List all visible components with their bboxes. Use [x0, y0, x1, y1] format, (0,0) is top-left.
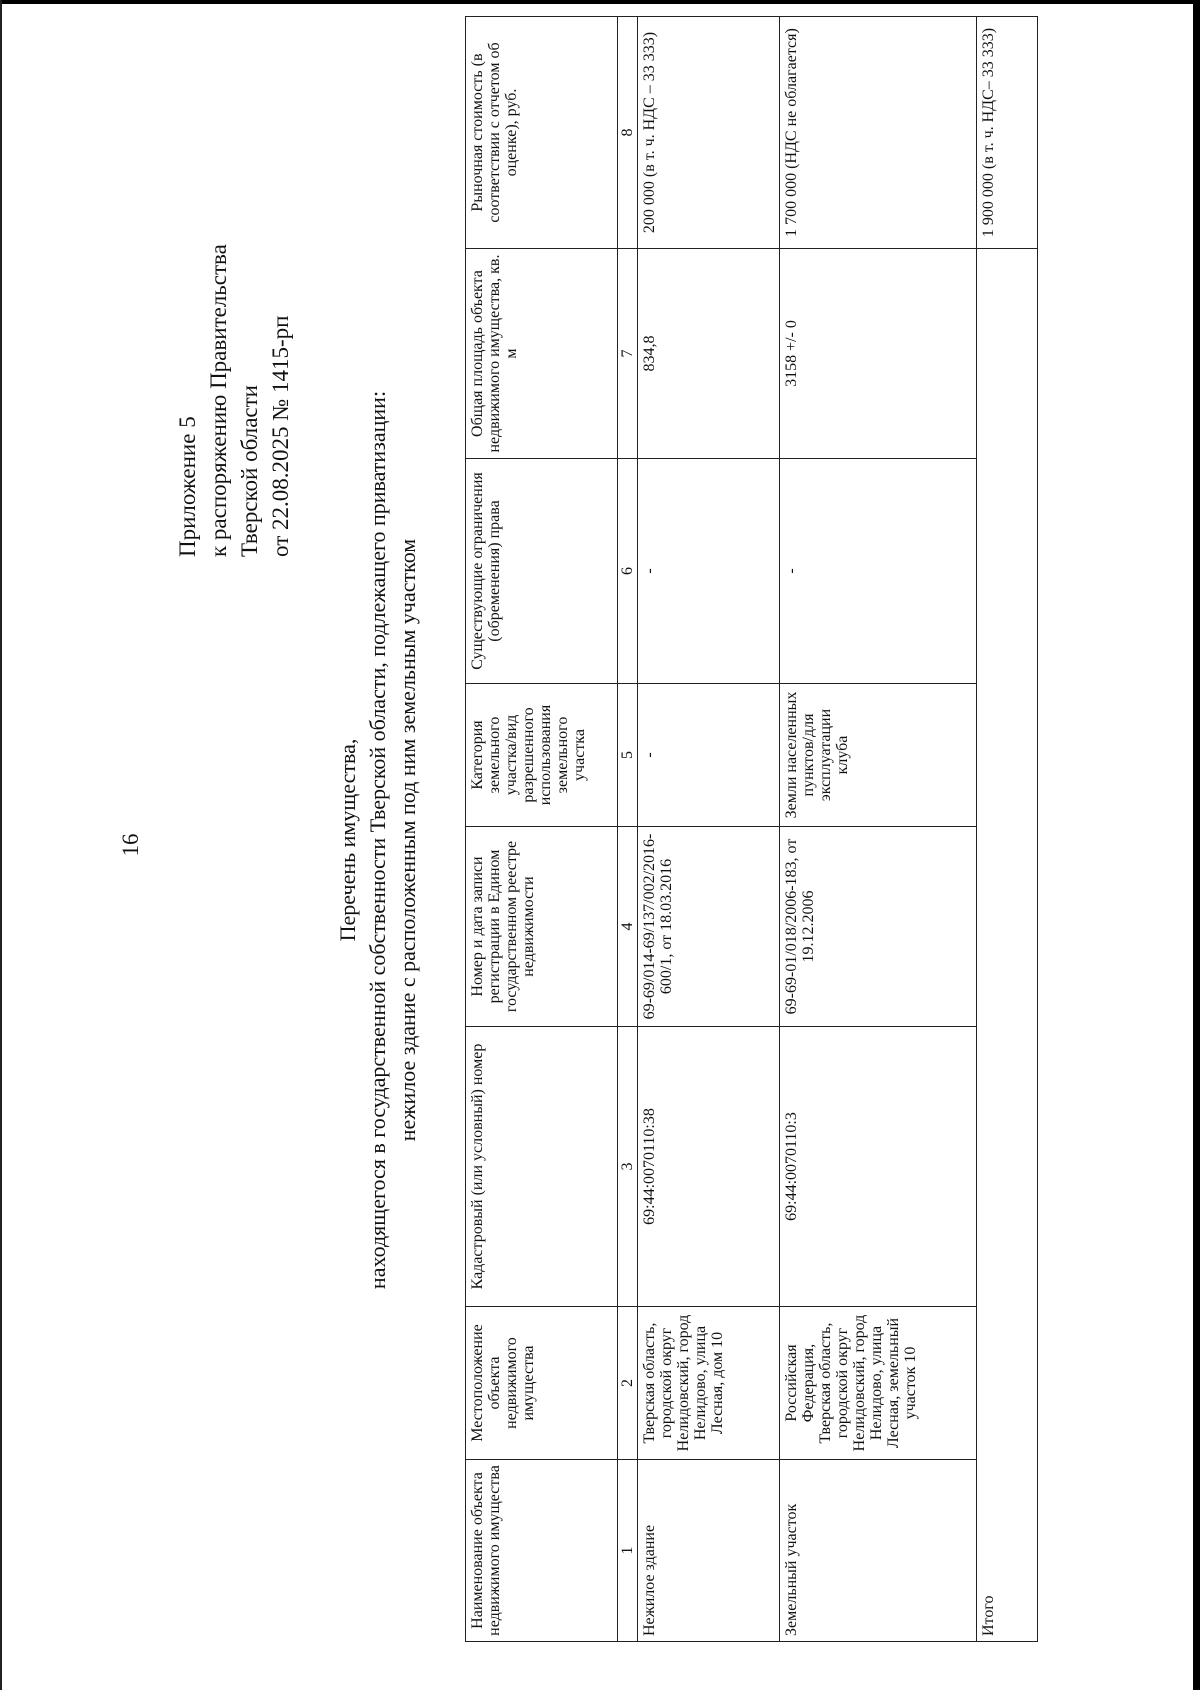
header-restrictions: Существующие ограничения (обременения) права [466, 459, 618, 684]
cell-name: Земельный участок [780, 1460, 977, 1642]
page-number: 16 [118, 833, 143, 857]
total-label: Итого [977, 249, 1038, 1642]
header-market-value: Рыночная стоимость (в соответствии с отчетом об оценке), руб. [466, 17, 618, 249]
total-value: 1 900 000 (в т. ч. НДС– 33 333) [977, 17, 1038, 249]
column-numbers-row [618, 17, 638, 1642]
header-name: Наименование объекта недвижимого имущества [466, 1460, 618, 1642]
header-location: Местоположение объекта недвижимого имущества [466, 1307, 618, 1460]
column-number: 6 [618, 459, 638, 684]
appendix-line-2: к распоряжению Правительства [206, 244, 231, 557]
column-number: 8 [618, 17, 638, 249]
cell-cadastral: 69:44:0070110:38 [638, 1027, 780, 1307]
table-row [638, 17, 780, 1642]
column-number: 2 [618, 1307, 638, 1460]
column-number: 4 [618, 827, 638, 1027]
appendix-block [172, 244, 296, 557]
appendix-line-1: Приложение 5 [175, 416, 200, 557]
cell-land-category: - [638, 684, 780, 827]
total-row [977, 17, 1038, 1642]
cell-registration: 69-69-01/018/2006-183, от 19.12.2006 [780, 827, 977, 1027]
cell-location: Тверская область, городской округ Нелидовский, город Нелидово, улица Лесная, дом 10 [638, 1307, 780, 1460]
cell-cadastral: 69:44:0070110:3 [780, 1027, 977, 1307]
heading-line-3: нежилое здание с расположенным под ним земельным участком [395, 538, 420, 1142]
cell-area: 834,8 [638, 249, 780, 459]
column-number: 3 [618, 1027, 638, 1307]
cell-restrictions: - [638, 459, 780, 684]
cell-market-value: 200 000 (в т. ч. НДС – 33 333) [638, 17, 780, 249]
header-land-category: Категория земельного участка/вид разрешенного использования земельного участка [466, 684, 618, 827]
column-number: 7 [618, 249, 638, 459]
table-header-row [466, 17, 618, 1642]
document-heading [333, 240, 423, 1440]
column-number: 1 [618, 1460, 638, 1642]
header-cadastral: Кадастровый (или условный) номер [466, 1027, 618, 1307]
property-table [465, 16, 1038, 1642]
appendix-line-3: Тверской области [237, 385, 262, 557]
cell-location: Российская Федерация, Тверская область, городской округ Нелидовский, город Нелидово, улица Лесная, земельный участок 10 [780, 1307, 977, 1460]
header-area: Общая площадь объекта недвижимого имущества, кв. м [466, 249, 618, 459]
cell-name: Нежилое здание [638, 1460, 780, 1642]
cell-land-category: Земли населенных пунктов/для эксплуатации клуба [780, 684, 977, 827]
cell-market-value: 1 700 000 (НДС не облагается) [780, 17, 977, 249]
column-number: 5 [618, 684, 638, 827]
cell-restrictions: - [780, 459, 977, 684]
appendix-line-4: от 22.08.2025 № 1415-рп [268, 315, 293, 557]
heading-line-2: находящегося в государственной собственности Тверской области, подлежащего приватизации: [365, 390, 390, 1290]
cell-registration: 69-69/014-69/137/002/2016-600/1, от 18.03.2016 [638, 827, 780, 1027]
header-registration: Номер и дата записи регистрации в Едином государственном реестре недвижимости [466, 827, 618, 1027]
cell-area: 3158 +/- 0 [780, 249, 977, 459]
heading-line-1: Перечень имущества, [335, 738, 360, 942]
table-row [780, 17, 977, 1642]
